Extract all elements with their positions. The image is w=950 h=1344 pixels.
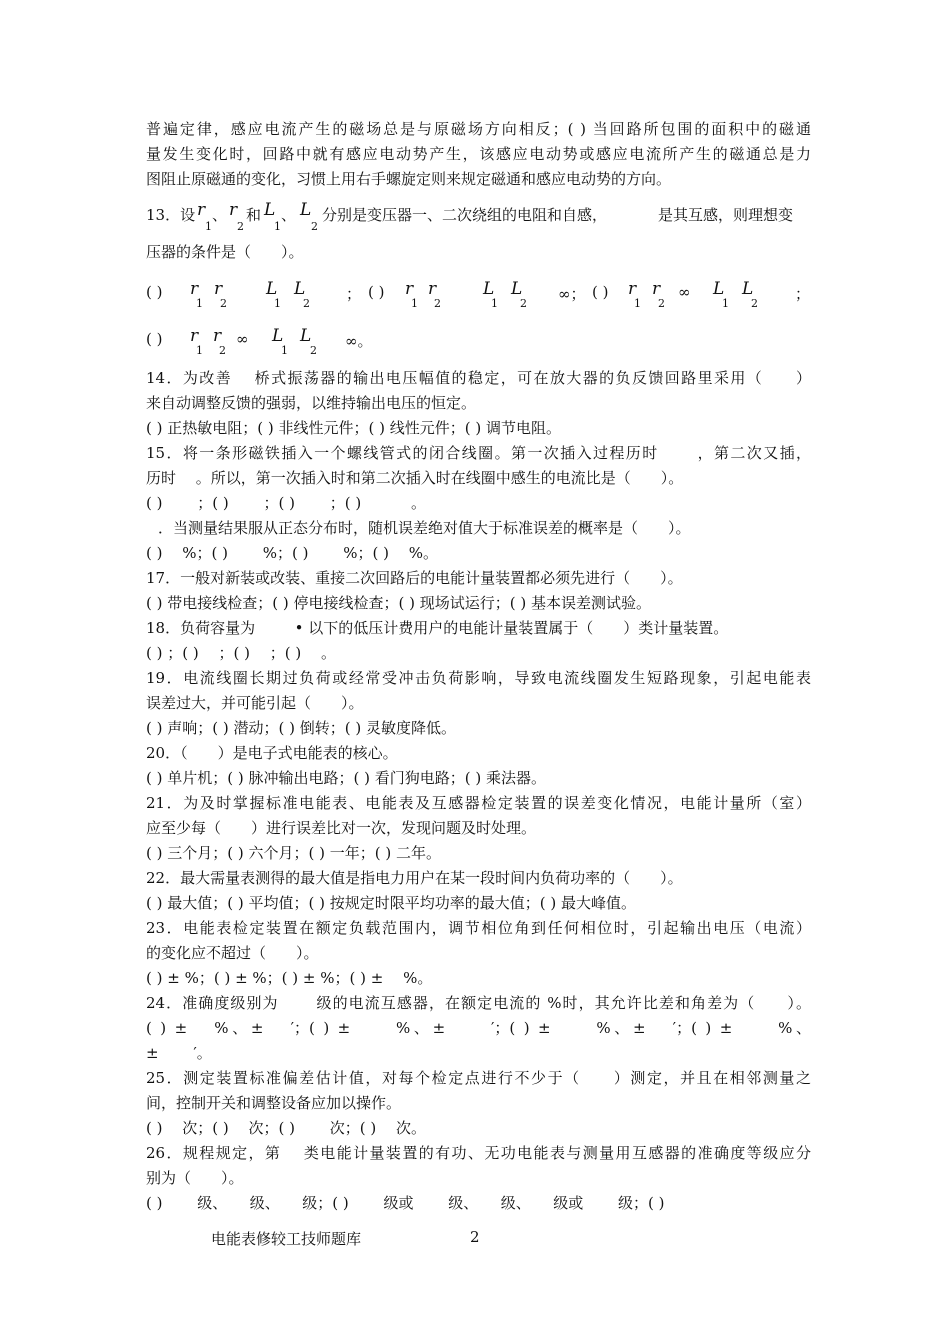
q13-subscript: 1 [634, 297, 641, 310]
q22-line-1: 22．最大需量表测得的最大值是指电力用户在某一段时间内负荷功率的（ ）。 [146, 869, 683, 887]
q13-symbol-L: L [264, 200, 276, 220]
q14-options: ( ) 正热敏电阻；( ) 非线性元件；( ) 线性元件；( ) 调节电阻。 [146, 419, 561, 437]
q13-symbol-r: r [229, 200, 238, 220]
q21-line-1: 21．为及时掌握标准电能表、电能表及互感器检定装置的误差变化情况，电能计量所（室） [146, 794, 811, 812]
q18-options: ( ) ；( ) ；( ) ；( ) 。 [146, 644, 336, 662]
q26-line-2: 别为（ ）。 [146, 1169, 244, 1187]
q13-subscript: 1 [491, 297, 498, 310]
q14-line-1: 14．为改善 桥式振荡器的输出电压幅值的稳定，可在放大器的负反馈回路里采用（ ） [146, 369, 811, 387]
q13-symbol-L: L [713, 279, 725, 299]
q21-line-2: 应至少每（ ）进行误差比对一次，发现问题及时处理。 [146, 819, 537, 837]
q25-options: ( ) 次；( ) 次；( ) 次；( ) 次。 [146, 1119, 426, 1137]
q13-subscript: 2 [311, 220, 318, 233]
q25-line-1: 25．测定装置标准偏差估计值，对每个检定点进行不少于（ ）测定，并且在相邻测量之 [146, 1069, 811, 1087]
q13-mutual-text: 是其互感，则理想变 [658, 206, 794, 224]
q13-option-paren: ( ) [368, 283, 385, 301]
q13-subscript: 2 [520, 297, 527, 310]
q13-symbol-L: L [742, 279, 754, 299]
q15-line-1: 15．将一条形磁铁插入一个螺线管式的闭合线圈。第一次插入过程历时 ，第二次又插， [146, 444, 811, 462]
q13-symbol-L: L [294, 279, 306, 299]
q13-symbol-L: L [272, 326, 284, 346]
q13-subscript: 2 [658, 297, 665, 310]
q13-semicolon: ； [346, 285, 362, 303]
footer-title: 电能表修较工技师题库 [211, 1230, 362, 1248]
q17-line-1: 17．一般对新装或改装、重接二次回路后的电能计量装置都必须先进行（ ）。 [146, 569, 683, 587]
q14-line-2: 来自动调整反馈的强弱，以维持输出电压的恒定。 [146, 394, 477, 412]
q13-infinity: ∞； [558, 285, 586, 303]
q13-option-paren: ( ) [146, 330, 163, 348]
q13-subscript: 1 [281, 344, 288, 357]
q13-subscript: 1 [205, 220, 212, 233]
q13-line-2: 压器的条件是（ ）。 [146, 243, 304, 261]
q24-line-1: 24．准确度级别为 级的电流互感器，在额定电流的 %时，其允许比差和角差为（ ）。 [146, 994, 811, 1012]
q13-symbol-L: L [483, 279, 495, 299]
q13-subscript: 1 [196, 344, 203, 357]
q13-infinity-end: ∞。 [345, 332, 373, 350]
q13-subscript: 2 [751, 297, 758, 310]
q13-option-paren: ( ) [146, 283, 163, 301]
q13-description: 分别是变压器一、二次绕组的电阻和自感， [322, 206, 608, 224]
q24-options-cont: ± ′。 [146, 1044, 212, 1062]
q26-line-1: 26．规程规定，第 类电能计量装置的有功、无功电能表与测量用互感器的准确度等级应分 [146, 1144, 811, 1162]
q13-symbol-r: r [652, 279, 661, 299]
q23-options: ( ) ± %；( ) ± %；( ) ± %；( ) ± %。 [146, 969, 433, 987]
q13-subscript: 2 [220, 297, 227, 310]
q18-line-1: 18．负荷容量为 • 以下的低压计费用户的电能计量装置属于（ ）类计量装置。 [146, 619, 729, 637]
q13-subscript: 1 [196, 297, 203, 310]
q13-subscript: 1 [411, 297, 418, 310]
q13-symbol-r: r [197, 200, 206, 220]
q26-options: ( ) 级、 级、 级；( ) 级或 级、 级、 级或 级；( ) [146, 1194, 665, 1212]
q13-symbol-r: r [190, 326, 199, 346]
q13-prefix: 13．设 [146, 206, 196, 224]
q23-line-2: 的变化应不超过（ ）。 [146, 944, 319, 962]
q13-symbol-r: r [405, 279, 414, 299]
q13-subscript: 2 [219, 344, 226, 357]
q13-separator: 、 [281, 206, 297, 224]
q19-line-2: 误差过大，并可能引起（ ）。 [146, 694, 364, 712]
q13-infinity: ∞ [236, 330, 249, 348]
q13-and: 和 [246, 206, 262, 224]
q16-options: ( ) %；( ) %；( ) %；( ) %。 [146, 544, 438, 562]
text-line-1: 普遍定律，感应电流产生的磁场总是与原磁场方向相反；( ) 当回路所包围的面积中的磁通 [146, 120, 811, 138]
q13-semicolon: ； [795, 285, 811, 303]
q13-subscript: 1 [274, 220, 281, 233]
q16-line-1: ．当测量结果服从正态分布时，随机误差绝对值大于标准误差的概率是（ ）。 [158, 519, 691, 537]
q13-subscript: 1 [722, 297, 729, 310]
q22-options: ( ) 最大值；( ) 平均值；( ) 按规定时限平均功率的最大值；( ) 最大峰值。 [146, 894, 636, 912]
q15-line-2: 历时 。所以，第一次插入时和第二次插入时在线圈中感生的电流比是（ ）。 [146, 469, 684, 487]
q13-symbol-r: r [190, 279, 199, 299]
q13-symbol-r: r [214, 279, 223, 299]
q17-options: ( ) 带电接线检查；( ) 停电接线检查；( ) 现场试运行；( ) 基本误差测试验。 [146, 594, 651, 612]
q13-symbol-L: L [300, 326, 312, 346]
q13-symbol-r: r [213, 326, 222, 346]
q13-subscript: 2 [237, 220, 244, 233]
q13-symbol-L: L [300, 200, 312, 220]
q21-options: ( ) 三个月；( ) 六个月；( ) 一年；( ) 二年。 [146, 844, 441, 862]
q13-subscript: 2 [303, 297, 310, 310]
q19-line-1: 19．电流线圈长期过负荷或经常受冲击负荷影响，导致电流线圈发生短路现象，引起电能表 [146, 669, 811, 687]
q20-line-1: 20．（ ）是电子式电能表的核心。 [146, 744, 398, 762]
text-line-2: 量发生变化时，回路中就有感应电动势产生，该感应电动势或感应电流所产生的磁通总是力 [146, 145, 811, 163]
q13-symbol-L: L [511, 279, 523, 299]
q13-symbol-r: r [428, 279, 437, 299]
q13-symbol-r: r [628, 279, 637, 299]
q13-option-paren: ( ) [592, 283, 609, 301]
text-line-3: 图阻止原磁通的变化，习惯上用右手螺旋定则来规定磁通和感应电动势的方向。 [146, 170, 672, 188]
q24-options: ( ) ± %、± ′；( ) ± %、± ′；( ) ± %、± ′；( ) ± %、 [146, 1019, 811, 1037]
q13-symbol-L: L [266, 279, 278, 299]
q13-separator: 、 [212, 206, 228, 224]
q15-options: ( ) ；( ) ；( ) ；( ) 。 [146, 494, 426, 512]
q25-line-2: 间，控制开关和调整设备应加以操作。 [146, 1094, 402, 1112]
page-number: 2 [470, 1228, 480, 1246]
q20-options: ( ) 单片机；( ) 脉冲输出电路；( ) 看门狗电路；( ) 乘法器。 [146, 769, 546, 787]
q13-subscript: 2 [310, 344, 317, 357]
q13-infinity: ∞ [678, 283, 691, 301]
q13-subscript: 2 [434, 297, 441, 310]
q13-subscript: 1 [274, 297, 281, 310]
q19-options: ( ) 声响；( ) 潜动；( ) 倒转；( ) 灵敏度降低。 [146, 719, 456, 737]
q23-line-1: 23．电能表检定装置在额定负载范围内，调节相位角到任何相位时，引起输出电压（电流） [146, 919, 811, 937]
